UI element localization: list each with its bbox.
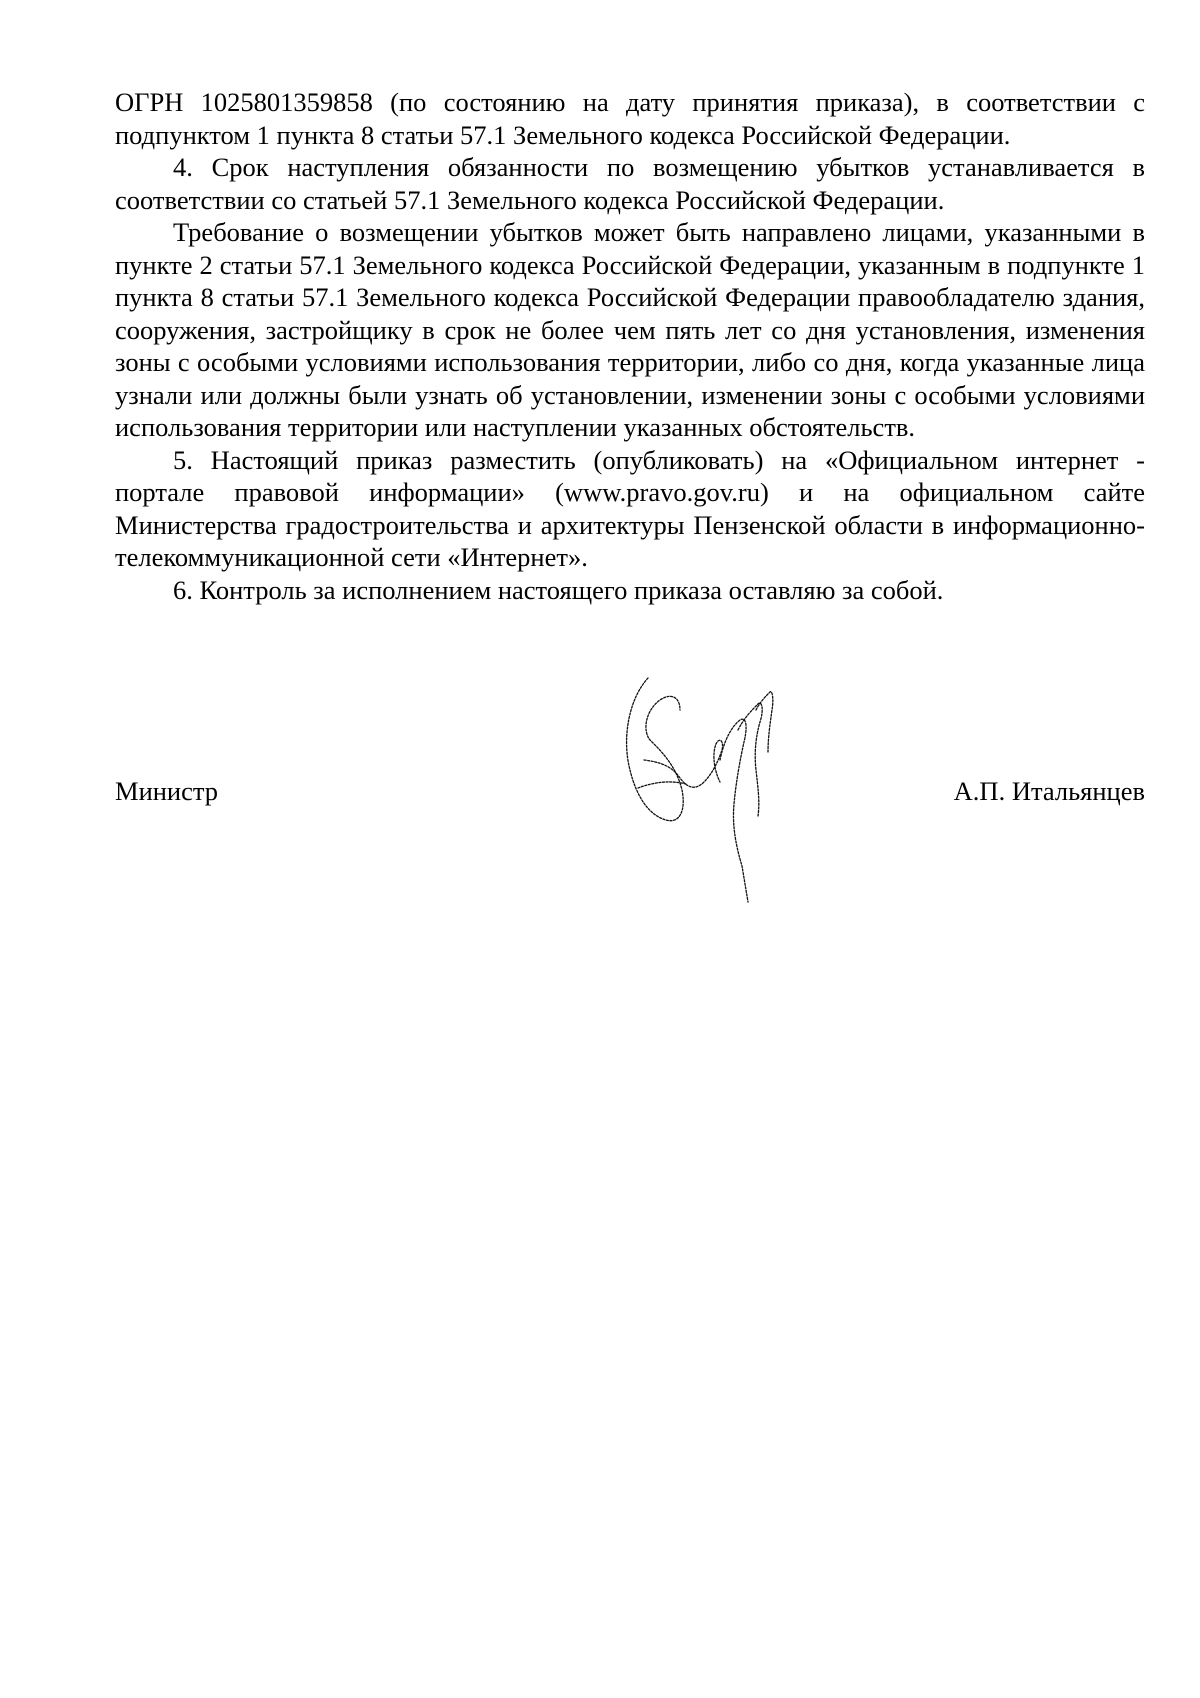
paragraph-claim: Требование о возмещении убытков может быть направлено лицами, указанными в пункте 2 статьи 57.1 Земельного кодекса Российской Федерации, указанным в подпункте 1 пункта 8 статьи 57.1 Земельного кодекса Российской Федерации правообладателю здания, сооружения, застройщику в срок не более чем пять лет со дня установления, изменения зоны с особыми условиями использования территории, либо со дня, когда указанные лица узнали или должны были узнать об установлении, изменении зоны с особыми условиями использования территории или наступлении указанных обстоятельств.: [115, 217, 1145, 442]
paragraph-ogrn: ОГРН 1025801359858 (по состоянию на дату принятия приказа), в соответствии с подпунктом 1 пункта 8 статьи 57.1 Земельного кодекса Российской Федерации.: [115, 87, 1145, 150]
handwritten-signature-icon: [620, 670, 800, 910]
paragraph-item-5: 5. Настоящий приказ разместить (опубликовать) на «Официальном интернет - портале правовой информации» (www.pravo.gov.ru) и на официальном сайте Министерства градостроительства и архитектуры Пензенской области в информационно-телекоммуникационной сети «Интернет».: [115, 444, 1145, 572]
paragraph-item-6: 6. Контроль за исполнением настоящего приказа оставляю за собой.: [173, 574, 944, 605]
signatory-title: Министр: [115, 776, 219, 806]
document-body: [115, 86, 1145, 606]
paragraph-item-4: 4. Срок наступления обязанности по возмещению убытков устанавливается в соответствии со статьей 57.1 Земельного кодекса Российской Федерации.: [115, 152, 1145, 215]
signatory-name: А.П. Итальянцев: [953, 776, 1145, 806]
